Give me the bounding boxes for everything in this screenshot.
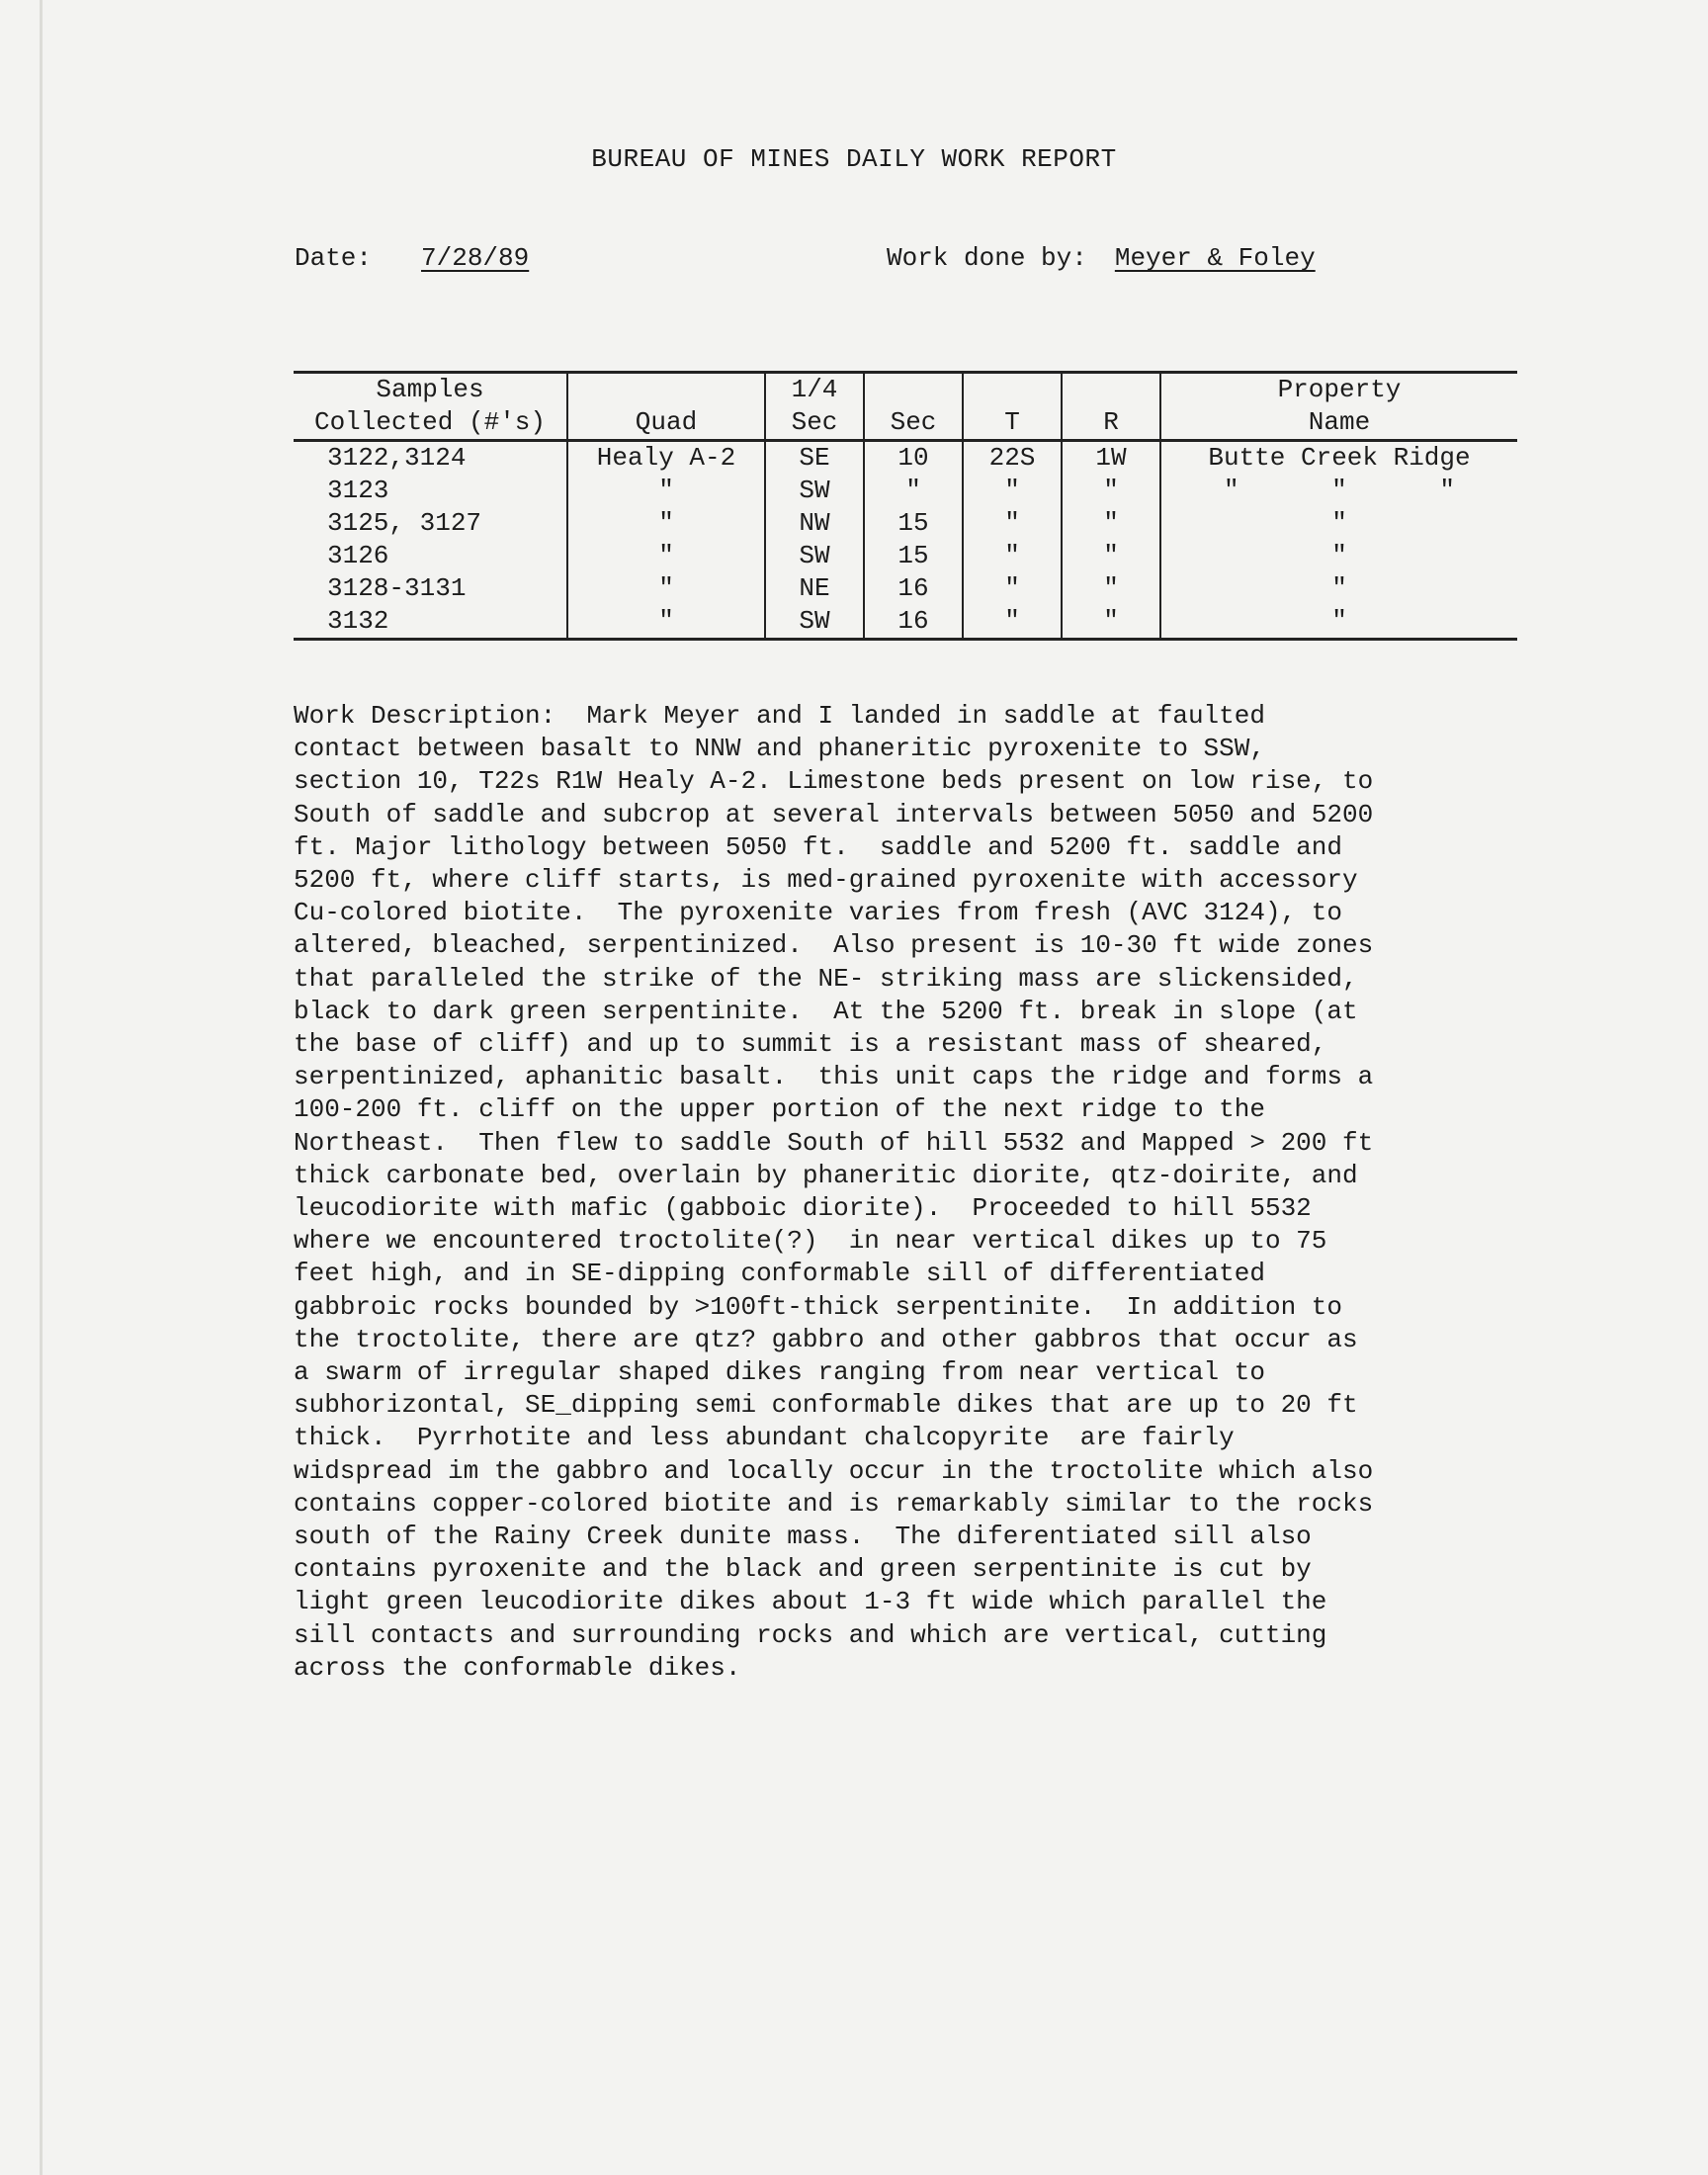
description-line: ft. Major lithology between 5050 ft. saddle and 5200 ft. saddle and — [294, 831, 1342, 862]
description-line: light green leucodiorite dikes about 1-3 ft wide which parallel the — [294, 1587, 1327, 1617]
description-line: contains pyroxenite and the black and green serpentinite is cut by — [294, 1554, 1312, 1585]
cell-samples: 3126 — [327, 541, 389, 570]
header-sec: Sec — [864, 406, 963, 441]
description-line: where we encountered troctolite(?) in near vertical dikes up to 75 — [294, 1226, 1327, 1257]
cell-r: " — [1062, 507, 1160, 540]
description-line: across the conformable dikes. — [294, 1652, 741, 1683]
date-value: 7/28/89 — [421, 243, 530, 273]
samples-table — [294, 371, 1517, 641]
header-quarter-sec-2: Sec — [765, 406, 864, 441]
description-line: south of the Rainy Creek dunite mass. The diferentiated sill also — [294, 1522, 1312, 1552]
cell-r: " — [1062, 475, 1160, 507]
cell-property: Butte Creek Ridge — [1160, 441, 1517, 476]
report-title: BUREAU OF MINES DAILY WORK REPORT — [591, 144, 1117, 174]
table-row — [294, 572, 1517, 605]
description-line: 5200 ft, where cliff starts, is med-grained pyroxenite with accessory — [294, 865, 1358, 896]
date-line — [295, 243, 529, 273]
table-row — [294, 441, 1517, 476]
date-label: Date: — [295, 243, 373, 273]
cell-samples: 3128-3131 — [327, 573, 467, 603]
header-r: R — [1062, 406, 1160, 441]
header-property-1: Property — [1160, 373, 1517, 407]
work-description — [294, 700, 1480, 1685]
header-quad: Quad — [567, 406, 765, 441]
header-samples-2: Collected (#'s) — [294, 406, 567, 441]
cell-quad: " — [567, 572, 765, 605]
cell-samples: 3132 — [294, 605, 567, 640]
cell-t: " — [963, 507, 1062, 540]
cell-property: " — [1160, 572, 1517, 605]
cell-samples: 3122,3124 — [327, 443, 467, 473]
cell-quad: " — [567, 507, 765, 540]
cell-quad: " — [567, 540, 765, 572]
cell-quarter-sec: SW — [765, 605, 864, 640]
description-line: Work Description: Mark Meyer and I landed in saddle at faulted — [294, 701, 1265, 731]
cell-quarter-sec: SW — [765, 540, 864, 572]
cell-quad: " — [567, 605, 765, 640]
description-line: altered, bleached, serpentinized. Also present is 10-30 ft wide zones — [294, 930, 1374, 961]
description-line: that paralleled the strike of the NE- striking mass are slickensided, — [294, 963, 1358, 994]
description-line: contact between basalt to NNW and phaneritic pyroxenite to SSW, — [294, 734, 1265, 764]
cell-t: " — [963, 605, 1062, 640]
description-line: widspread im the gabbro and locally occur in the troctolite which also — [294, 1455, 1374, 1486]
description-line: a swarm of irregular shaped dikes ranging from near vertical to — [294, 1357, 1265, 1388]
cell-r: " — [1062, 572, 1160, 605]
description-line: the base of cliff) and up to summit is a resistant mass of sheared, — [294, 1029, 1327, 1060]
cell-quarter-sec: SW — [765, 475, 864, 507]
description-line: thick. Pyrrhotite and less abundant chalcopyrite are fairly — [294, 1423, 1235, 1453]
cell-quarter-sec: NE — [765, 572, 864, 605]
cell-property: " — [1160, 507, 1517, 540]
header-samples-1: Samples — [294, 373, 567, 407]
description-line: serpentinized, aphanitic basalt. this unit caps the ridge and forms a — [294, 1062, 1374, 1092]
table-row — [294, 475, 1517, 507]
table-header-row — [294, 373, 1517, 407]
work-done-label: Work done by: — [887, 243, 1087, 273]
cell-sec: " — [864, 475, 963, 507]
description-line: sill contacts and surrounding rocks and which are vertical, cutting — [294, 1619, 1327, 1650]
description-line: contains copper-colored biotite and is remarkably similar to the rocks — [294, 1488, 1374, 1519]
cell-r: " — [1062, 605, 1160, 640]
cell-property: " — [1160, 605, 1517, 640]
cell-samples: 3125, 3127 — [327, 508, 482, 538]
description-line: South of saddle and subcrop at several intervals between 5050 and 5200 — [294, 799, 1374, 829]
description-line: Cu-colored biotite. The pyroxenite varies from fresh (AVC 3124), to — [294, 898, 1342, 928]
cell-t: " — [963, 572, 1062, 605]
cell-sec: 16 — [864, 605, 963, 640]
table-row — [294, 605, 1517, 640]
cell-sec: 15 — [864, 540, 963, 572]
description-line: Northeast. Then flew to saddle South of hill 5532 and Mapped > 200 ft — [294, 1127, 1374, 1158]
cell-t: 22S — [963, 441, 1062, 476]
description-line: subhorizontal, SE_dipping semi conformable dikes that are up to 20 ft — [294, 1390, 1358, 1421]
cell-samples: 3123 — [327, 476, 389, 505]
scan-edge — [40, 0, 43, 2175]
table-row — [294, 507, 1517, 540]
cell-sec: 15 — [864, 507, 963, 540]
cell-quad: Healy A-2 — [567, 441, 765, 476]
header-property-2: Name — [1160, 406, 1517, 441]
cell-t: " — [963, 475, 1062, 507]
description-line: gabbroic rocks bounded by >100ft-thick serpentinite. In addition to — [294, 1291, 1342, 1322]
table-row — [294, 540, 1517, 572]
description-line: the troctolite, there are qtz? gabbro and other gabbros that occur as — [294, 1324, 1358, 1354]
work-done-value: Meyer & Foley — [1114, 243, 1316, 273]
work-done-line — [887, 243, 1316, 273]
cell-property: " — [1160, 540, 1517, 572]
description-line: 100-200 ft. cliff on the upper portion of the next ridge to the — [294, 1094, 1265, 1125]
cell-r: 1W — [1062, 441, 1160, 476]
description-line: leucodiorite with mafic (gabboic diorite). Proceeded to hill 5532 — [294, 1193, 1312, 1224]
cell-quarter-sec: NW — [765, 507, 864, 540]
cell-property: " " " — [1160, 475, 1517, 507]
table-header-row — [294, 406, 1517, 441]
description-line: section 10, T22s R1W Healy A-2. Limestone beds present on low rise, to — [294, 766, 1374, 797]
cell-sec: 10 — [864, 441, 963, 476]
cell-quad: " — [567, 475, 765, 507]
cell-quarter-sec: SE — [765, 441, 864, 476]
description-line: feet high, and in SE-dipping conformable sill of differentiated — [294, 1259, 1265, 1289]
header-quarter-sec-1: 1/4 — [765, 373, 864, 407]
header-t: T — [963, 406, 1062, 441]
description-line: thick carbonate bed, overlain by phaneritic diorite, qtz-doirite, and — [294, 1160, 1358, 1190]
cell-r: " — [1062, 540, 1160, 572]
cell-t: " — [963, 540, 1062, 572]
description-line: black to dark green serpentinite. At the 5200 ft. break in slope (at — [294, 996, 1358, 1026]
cell-sec: 16 — [864, 572, 963, 605]
